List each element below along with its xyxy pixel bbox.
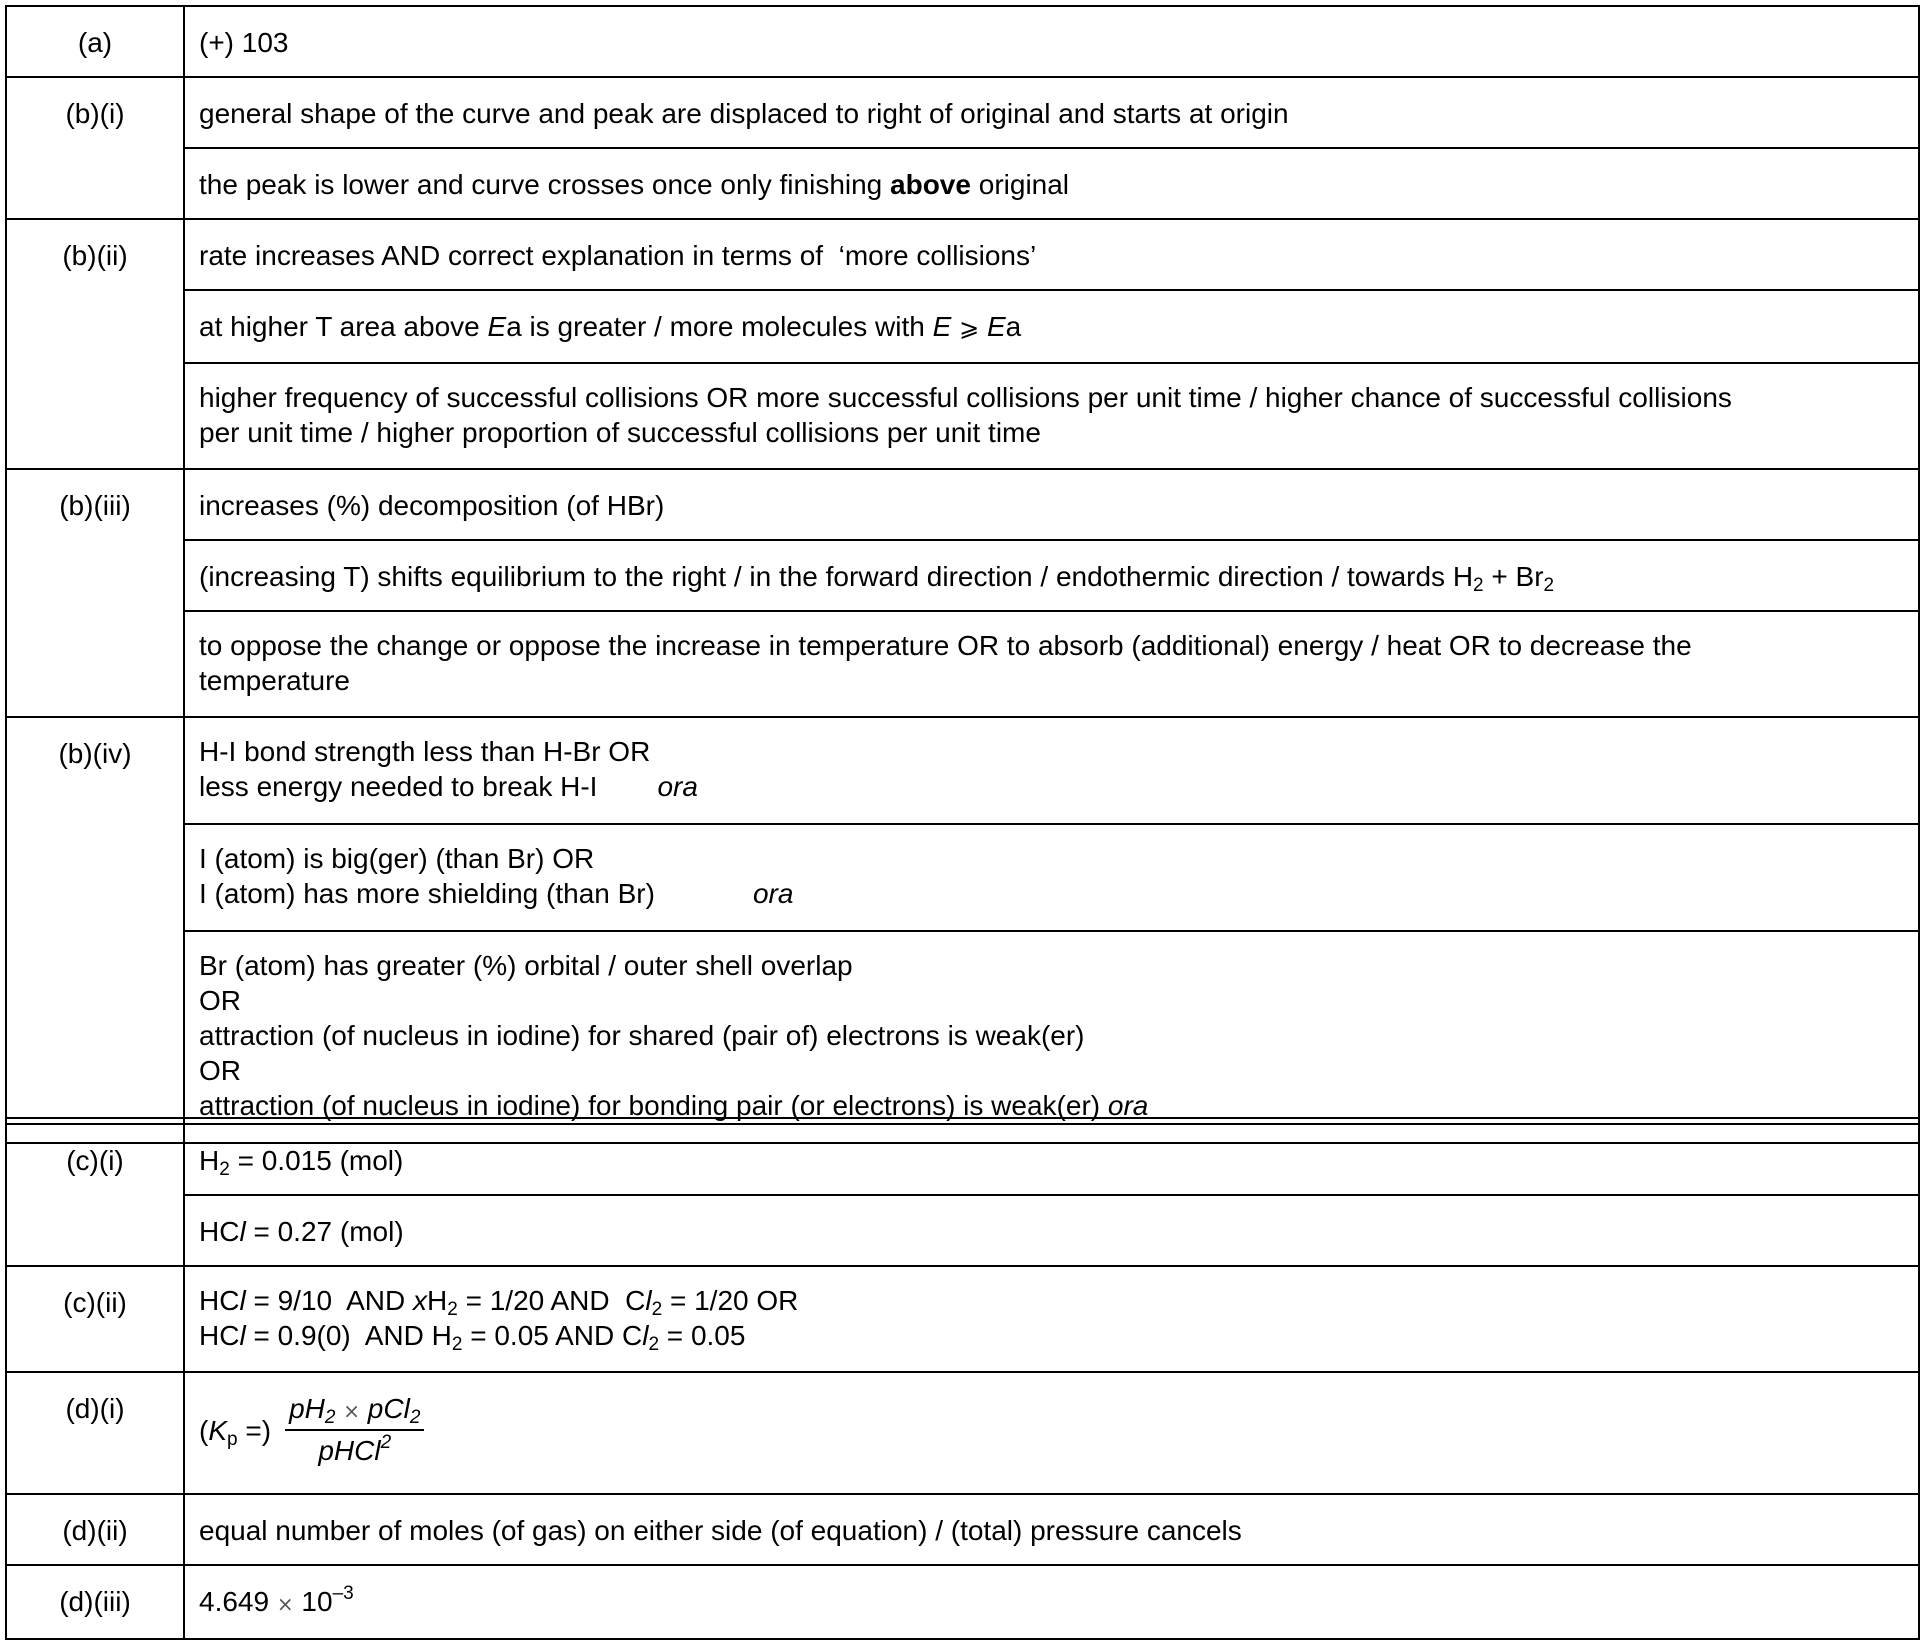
- question-number: (a): [6, 6, 184, 77]
- answer-cell: to oppose the change or oppose the increase in temperature OR to absorb (additional) energy / heat OR to decrease the temperature: [184, 611, 1919, 717]
- answer-cell: increases (%) decomposition (of HBr): [184, 469, 1919, 540]
- answer-line: I (atom) has more shielding (than Br): [199, 878, 655, 909]
- question-number: (b)(iv): [6, 717, 184, 1143]
- table-row: [6, 717, 1919, 824]
- answer-cell: the peak is lower and curve crosses once only finishing above original: [184, 148, 1919, 219]
- question-number: (d)(ii): [6, 1494, 184, 1565]
- question-number: (c)(ii): [6, 1266, 184, 1372]
- table-row: [6, 540, 1919, 611]
- table-row: [6, 611, 1919, 717]
- answer-line: less energy needed to break H-I: [199, 771, 598, 802]
- ora-note: ora: [657, 771, 698, 802]
- kp-expression: $\frac{pH_2 \times pCl_2}{pHCl^2}$: [285, 1393, 424, 1467]
- table-row: [6, 363, 1919, 469]
- question-number: (b)(ii): [6, 219, 184, 469]
- answer-cell: general shape of the curve and peak are displaced to right of original and starts at origin: [184, 77, 1919, 148]
- answer-line: Br (atom) has greater (%) orbital / outer shell overlap: [199, 950, 853, 981]
- answer-cell: equal number of moles (of gas) on either side (of equation) / (total) pressure cancels: [184, 1494, 1919, 1565]
- ora-note: ora: [1107, 1090, 1149, 1121]
- question-number: (b)(iii): [6, 469, 184, 717]
- answer-line: attraction (of nucleus in iodine) for shared (pair of) electrons is weak(er): [199, 1020, 1085, 1051]
- question-number: (c)(i): [6, 1124, 184, 1266]
- table-row: [6, 77, 1919, 148]
- answer-cell: higher frequency of successful collisions OR more successful collisions per unit time / higher chance of successful collisions per unit time / higher proportion of successful collisions per unit time: [184, 363, 1919, 469]
- table-row: [6, 148, 1919, 219]
- answer-cell: HCl = 0.27 (mol): [184, 1195, 1919, 1266]
- section-divider: [5, 1117, 1918, 1122]
- answer-line: OR: [199, 1055, 241, 1086]
- answer-cell: at higher T area above Ea is greater / more molecules with E ⩾ Ea: [184, 290, 1919, 363]
- table-row: [6, 1124, 1919, 1195]
- answer-cell: [184, 931, 1919, 1143]
- table-row: [6, 1494, 1919, 1565]
- table-row: [6, 1372, 1919, 1494]
- answer-line: attraction (of nucleus in iodine) for bonding pair (or electrons) is weak(er): [199, 1090, 1101, 1121]
- answer-cell: [184, 1372, 1919, 1494]
- answer-cell: HCl = 9/10 AND $xH_2 = 1/20$ AND $Cl_2 = 1/20$ OR HCl = 0.9(0) AND $H_2 = 0.05$ AND $Cl_2 = 0.05$: [184, 1266, 1919, 1372]
- question-number: (d)(iii): [6, 1565, 184, 1639]
- answer-cell: (increasing T) shifts equilibrium to the right / in the forward direction / endothermic direction / towards $H_2 + Br_2$: [184, 540, 1919, 611]
- answer-cell: $H_2 = 0.015$ (mol): [184, 1124, 1919, 1195]
- table-row: [6, 1195, 1919, 1266]
- answer-line: H-I bond strength less than H-Br OR: [199, 736, 651, 767]
- table-row: [6, 1266, 1919, 1372]
- table-row: [6, 219, 1919, 290]
- kp-label: ($K_p$ =): [199, 1414, 272, 1450]
- answer-cell: [184, 717, 1919, 824]
- answer-line: OR: [199, 985, 241, 1016]
- question-number: (b)(i): [6, 77, 184, 219]
- ora-note: ora: [752, 878, 794, 909]
- answer-cell: $4.649 \times 10^{-3}$: [184, 1565, 1919, 1639]
- table-row: [6, 1565, 1919, 1639]
- table-row: [6, 469, 1919, 540]
- mark-scheme-table-part-1: [5, 5, 1920, 1144]
- answer-cell: [184, 824, 1919, 931]
- answer-cell: (+) 103: [184, 6, 1919, 77]
- table-row: [6, 6, 1919, 77]
- question-number: (d)(i): [6, 1372, 184, 1494]
- mark-scheme-table-part-2: [5, 1123, 1920, 1640]
- answer-cell: rate increases AND correct explanation in terms of ‘more collisions’: [184, 219, 1919, 290]
- answer-line: I (atom) is big(ger) (than Br) OR: [199, 843, 595, 874]
- table-row: [6, 824, 1919, 931]
- table-row: [6, 931, 1919, 1143]
- table-row: [6, 290, 1919, 363]
